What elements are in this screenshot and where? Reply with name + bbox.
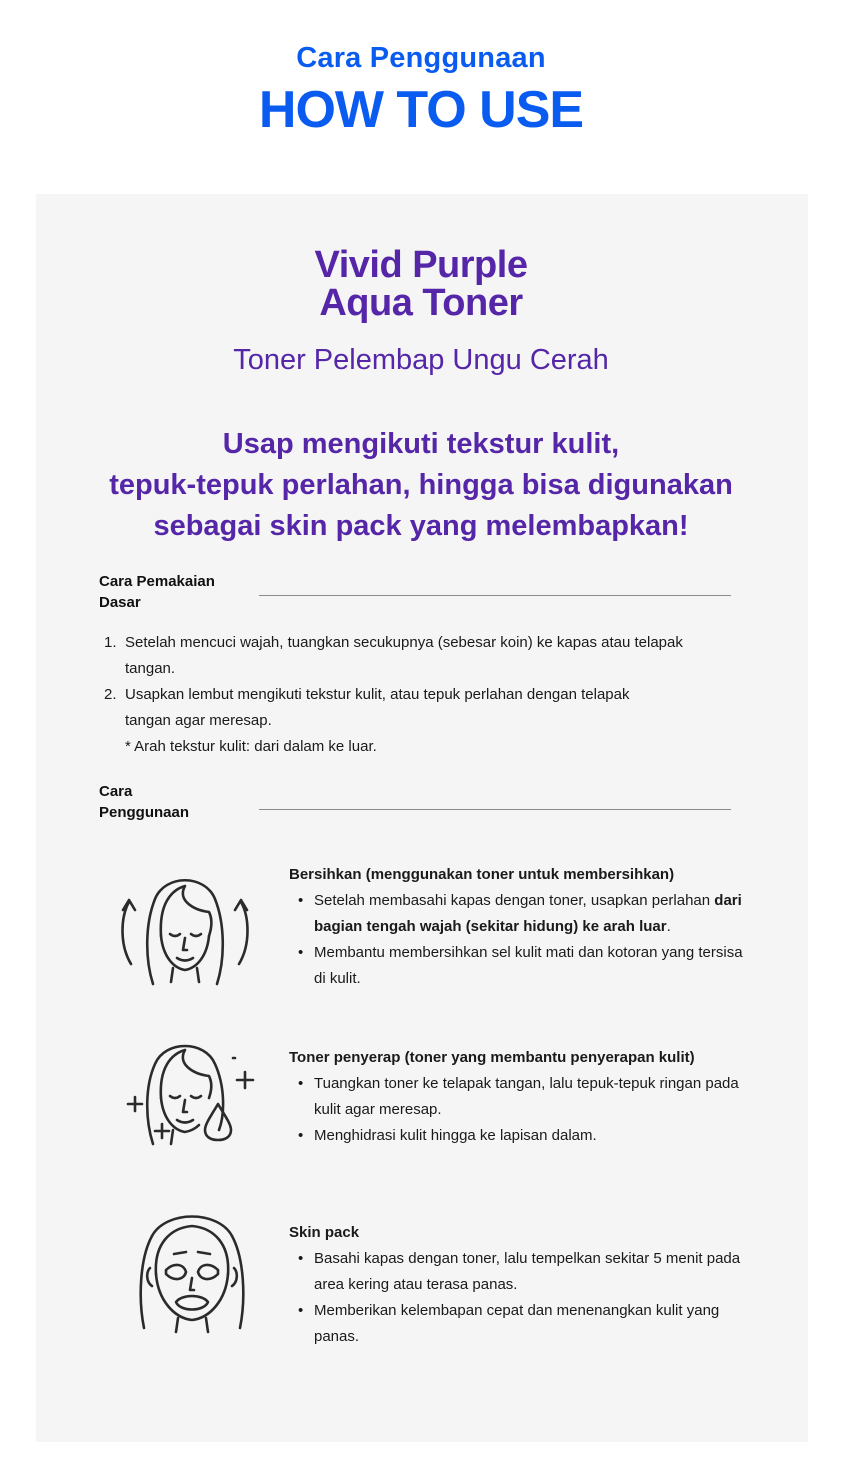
product-name-line1: Vivid Purple: [314, 244, 528, 286]
headline-line3: sebagai skin pack yang melembapkan!: [153, 510, 689, 542]
usage-section-label: [99, 781, 249, 823]
usage-bullet-end: .: [666, 918, 671, 935]
usage-bullet: [289, 1298, 749, 1350]
headline-line2: tepuk-tepuk perlahan, hingga bisa digunakan: [109, 469, 733, 501]
face-absorb-icon: [115, 1034, 255, 1164]
usage-bullet-text: Membantu membersihkan sel kulit mati dan kotoran yang tersisa di kulit.: [314, 944, 743, 987]
headline-line1: Usap mengikuti tekstur kulit,: [222, 428, 620, 460]
basic-step: [100, 682, 760, 760]
usage-item-title: Skin pack: [289, 1224, 360, 1241]
usage-item-skin-pack: [289, 1220, 749, 1350]
basic-step: [100, 630, 760, 682]
usage-bullet-text: Tuangkan toner ke telapak tangan, lalu tepuk-tepuk ringan pada kulit agar meresap.: [314, 1075, 739, 1118]
step-text-line1: Setelah mencuci wajah, tuangkan secukupnya (sebesar koin) ke kapas atau telapak: [125, 634, 683, 651]
product-name: [0, 246, 842, 322]
usage-item-bullets: [289, 888, 749, 992]
step-text-line1: Usapkan lembut mengikuti tekstur kulit, atau tepuk perlahan dengan telapak: [125, 686, 630, 703]
usage-bullet: [289, 888, 749, 940]
usage-bullet-text: Basahi kapas dengan toner, lalu tempelkan sekitar 5 menit pada area kering atau terasa panas.: [314, 1250, 741, 1293]
usage-bullet-bold-text: dari bagian tengah wajah (sekitar hidung) ke arah luar: [314, 892, 742, 935]
usage-bullet-text: Memberikan kelembapan cepat dan menenangkan kulit yang panas.: [314, 1302, 720, 1345]
step-text-line2: tangan agar meresap.: [125, 712, 272, 729]
step-number: 2.: [104, 686, 117, 703]
step-number: 1.: [104, 634, 117, 651]
usage-item-bullets: [289, 1246, 749, 1350]
usage-item-title: Toner penyerap (toner yang membantu penyerapan kulit): [289, 1049, 695, 1066]
usage-item-bullets: [289, 1071, 749, 1149]
usage-section-label-line2: Penggunaan: [99, 804, 190, 821]
face-wipe-icon: [115, 864, 255, 994]
usage-bullet: [289, 1071, 749, 1123]
basic-steps-list: [100, 630, 760, 760]
page-subtitle: Cara Penggunaan: [296, 42, 546, 74]
page-title: HOW TO USE: [258, 81, 584, 139]
usage-bullet: [289, 940, 749, 992]
usage-section-label-line1: Cara: [99, 783, 133, 800]
usage-bullet-text: Menghidrasi kulit hingga ke lapisan dalam.: [314, 1127, 597, 1144]
headline: [0, 424, 842, 547]
usage-bullet: [289, 1246, 749, 1298]
usage-bullet: [289, 1123, 749, 1149]
usage-item-absorb: [289, 1045, 749, 1149]
usage-item-title: Bersihkan (menggunakan toner untuk membersihkan): [289, 866, 675, 883]
basic-section-label-line2: Dasar: [99, 594, 141, 611]
product-subtitle: Toner Pelembap Ungu Cerah: [233, 344, 609, 376]
step-text-line2: tangan.: [125, 660, 176, 677]
product-name-line2: Aqua Toner: [319, 282, 523, 324]
basic-section-label: [99, 571, 249, 613]
usage-section-divider: [259, 809, 731, 810]
usage-bullet-text: Setelah membasahi kapas dengan toner, usapkan perlahan: [314, 892, 715, 909]
usage-item-cleanse: [289, 862, 749, 992]
basic-section-label-line1: Cara Pemakaian: [99, 573, 215, 590]
step-note: * Arah tekstur kulit: dari dalam ke luar.: [125, 738, 377, 755]
face-skin-pack-icon: [122, 1208, 262, 1338]
basic-section-divider: [259, 595, 731, 596]
